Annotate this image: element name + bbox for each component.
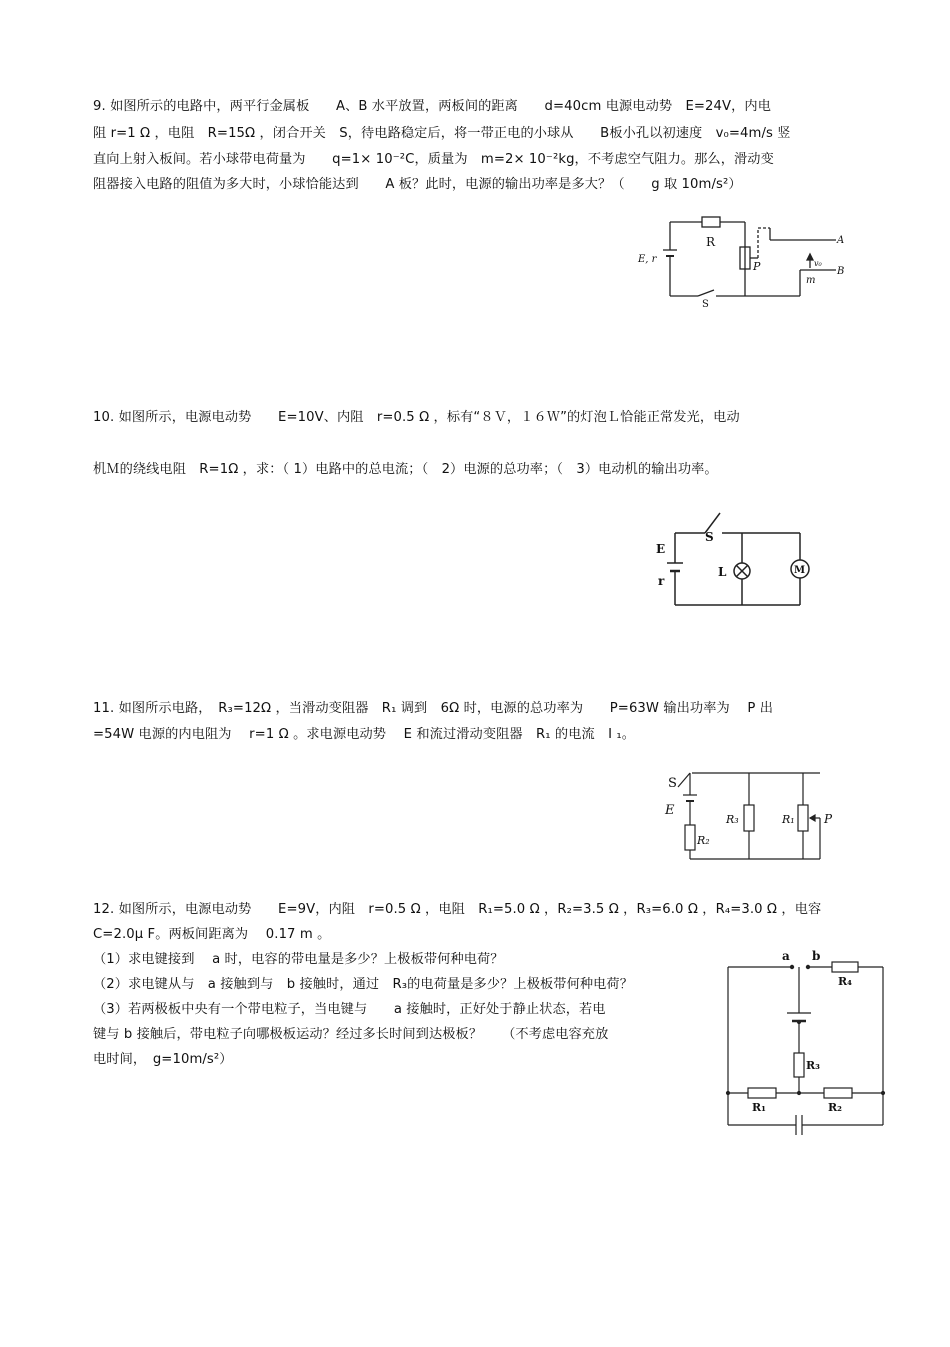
q11-circuit-diagram (660, 765, 840, 865)
q12-line-6: 键与 b 接触后，带电粒子向哪极板运动？经过多长时间到达极板？ （不考虑电容充放 (93, 1027, 609, 1042)
q12-line-3: （1）求电键接到 a 时，电容的带电量是多少？上极板带何种电荷？ (93, 952, 504, 967)
label-l: L (718, 565, 727, 579)
label-b: b (812, 949, 821, 963)
resistor-r-symbol (702, 217, 720, 227)
label-m: M (794, 565, 806, 576)
label-r: R (706, 235, 716, 249)
label-e: E (665, 803, 675, 818)
resistor-r2-symbol (824, 1088, 852, 1098)
q12-line-4: （2）求电键从与 a 接触到与 b 接触时，通过 R₃的电荷量是多少？上极板带何种电荷？ (93, 977, 634, 992)
q10-line-1: 10. 如图所示，电源电动势 E=10V、内阻 r=0.5 Ω ，标有“８Ｖ，１６Ｗ”的灯泡Ｌ恰能正常发光，电动 (93, 410, 740, 425)
q12-line-7: 电时间， g=10m/s²） (93, 1052, 233, 1067)
label-r2: R₂ (828, 1101, 842, 1114)
q12-line-2: C=2.0μ F。两板间距离为 0.17 m 。 (93, 927, 331, 942)
label-p: P (753, 260, 761, 273)
label-r4: R₄ (838, 975, 852, 988)
label-s: S (702, 299, 709, 310)
q11-line-1: 11. 如图所示电路， R₃=12Ω ，当滑动变阻器 R₁ 调到 6Ω 时，电源的总功率为 P=63W 输出功率为 P 出 (93, 701, 773, 716)
label-a: A (837, 235, 845, 246)
label-s: S (668, 776, 677, 791)
label-s: S (705, 530, 714, 544)
q10-line-2: 机Ｍ的绕线电阻 R=1Ω ，求：（ 1）电路中的总电流；（ 2）电源的总功率；（ 3）电动机的输出功率。 (93, 462, 718, 477)
switch-s-blade (678, 773, 690, 787)
label-p: P (824, 812, 833, 826)
resistor-r1-symbol (748, 1088, 776, 1098)
label-b: B (837, 266, 845, 277)
label-v0: v₀ (814, 259, 822, 268)
q9-circuit-diagram (630, 210, 850, 310)
label-r1: R₁ (782, 813, 795, 826)
q12-line-1: 12. 如图所示，电源电动势 E=9V，内阻 r=0.5 Ω ，电阻 R₁=5.0 Ω ，R₂=3.5 Ω ，R₃=6.0 Ω ，R₄=3.0 Ω ，电容 (93, 902, 822, 917)
resistor-r2-symbol (685, 825, 695, 850)
label-r: r (658, 574, 665, 588)
label-e-r: E, r (638, 254, 657, 265)
label-r3: R₃ (726, 813, 739, 826)
q9-line-3: 直向上射入板间。若小球带电荷量为 q=1× 10⁻²C，质量为 m=2× 10⁻²kg，不考虑空气阻力。那么，滑动变 (93, 152, 774, 167)
label-r2: R₂ (697, 834, 710, 847)
q10-circuit-diagram (650, 505, 825, 615)
resistor-r4-symbol (832, 962, 858, 972)
q12-circuit-diagram (720, 945, 895, 1135)
label-m: m (806, 275, 816, 286)
label-r3: R₃ (806, 1059, 820, 1072)
label-r1: R₁ (752, 1101, 766, 1114)
q9-line-1: 9. 如图所示的电路中，两平行金属板 A、B 水平放置，两板间的距离 d=40cm 电源电动势 E=24V，内电 (93, 99, 772, 114)
resistor-r3-symbol (794, 1053, 804, 1077)
rheostat-r1-symbol (798, 805, 808, 831)
switch-s-blade (698, 290, 714, 296)
resistor-r3-symbol (744, 805, 754, 831)
label-e: E (656, 542, 666, 556)
q9-line-4: 阻器接入电路的阻值为多大时，小球恰能达到 A 板？此时，电源的输出功率是多大？（ g 取 10m/s²） (93, 177, 742, 192)
q11-line-2: =54W 电源的内电阻为 r=1 Ω 。求电源电动势 E 和流过滑动变阻器 R₁ 的电流 I ₁。 (93, 727, 636, 742)
q12-line-5: （3）若两极板中央有一个带电粒子，当电键与 a 接触时，正好处于静止状态，若电 (93, 1002, 606, 1017)
q9-line-2: 阻 r=1 Ω ，电阻 R=15Ω ，闭合开关 S，待电路稳定后，将一带正电的小球从 B板小孔以初速度 v₀=4m/s 竖 (93, 126, 791, 141)
label-a: a (782, 949, 790, 963)
